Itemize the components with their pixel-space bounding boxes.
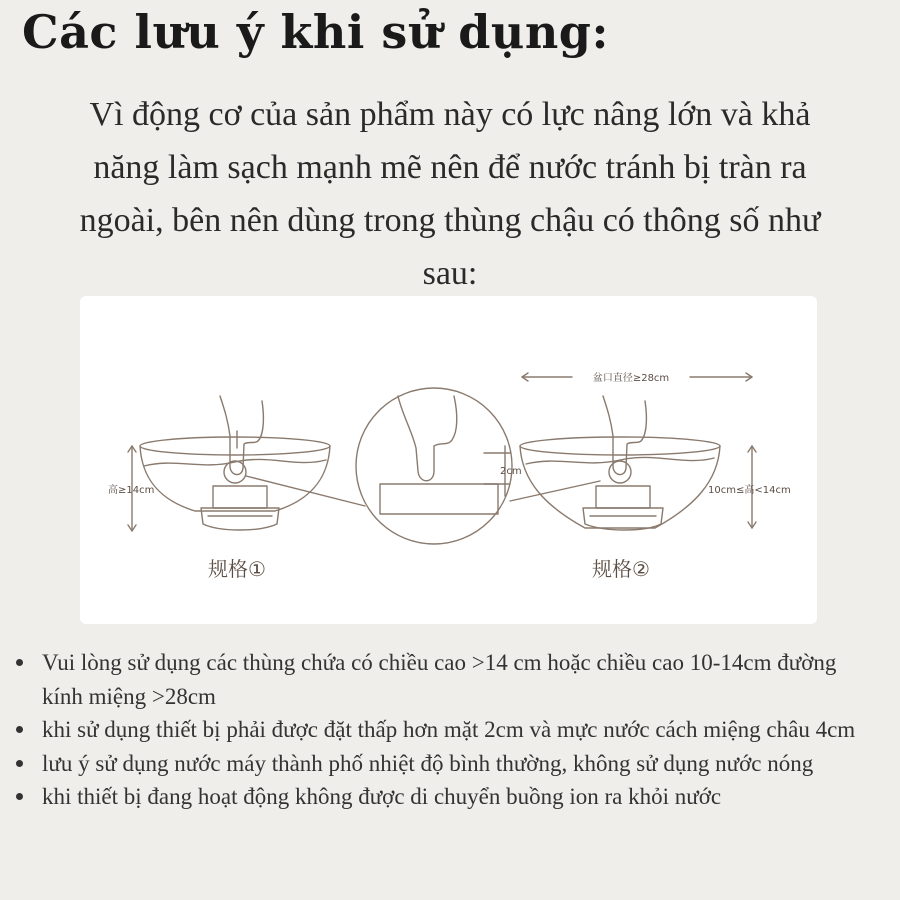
bullet-icon xyxy=(16,760,23,767)
device-left xyxy=(201,486,279,530)
intro-line: năng làm sạch mạnh mẽ nên để nước tránh bị tràn ra xyxy=(93,149,807,186)
intro-paragraph xyxy=(0,88,900,300)
intro-line: Vì động cơ của sản phẩm này có lực nâng lớn và khả xyxy=(89,96,811,133)
spec2-label: 规格② xyxy=(592,557,650,581)
magnify-marker-left xyxy=(224,461,246,483)
list-item xyxy=(0,646,900,713)
device-right xyxy=(583,486,663,530)
bullet-icon xyxy=(16,659,23,666)
intro-line: ngoài, bên nên dùng trong thùng chậu có thông số như xyxy=(79,202,821,239)
list-item xyxy=(0,713,900,747)
diameter-label: 盆口直径≥28cm xyxy=(592,373,670,384)
notes-list xyxy=(0,646,900,814)
right-height-label: 10cm≤高<14cm xyxy=(708,485,791,496)
note-text: Vui lòng sử dụng các thùng chứa có chiều cao >14 cm hoặc chiều cao 10-14cm đường kính miệng >28cm xyxy=(42,650,837,709)
connector-right xyxy=(510,481,600,501)
left-height-label: 高≥14cm xyxy=(108,485,155,496)
depth-label: 2cm xyxy=(500,466,522,477)
note-text: khi sử dụng thiết bị phải được đặt thấp hơn mặt 2cm và mực nước cách miệng châu 4cm xyxy=(42,717,856,742)
usage-diagram xyxy=(80,296,817,624)
magnified-view xyxy=(356,388,512,544)
intro-line: sau: xyxy=(422,255,478,292)
page-title: Các lưu ý khi sử dụng: xyxy=(22,5,609,59)
diagram-svg xyxy=(80,296,817,624)
list-item xyxy=(0,780,900,814)
bullet-icon xyxy=(16,793,23,800)
bullet-icon xyxy=(16,726,23,733)
note-text: lưu ý sử dụng nước máy thành phố nhiệt độ bình thường, không sử dụng nước nóng xyxy=(42,750,814,776)
spec1-label: 规格① xyxy=(208,557,266,581)
magnify-marker-right xyxy=(609,461,631,483)
connector-left xyxy=(246,476,365,506)
list-item xyxy=(0,747,900,781)
note-text: khi thiết bị đang hoạt động không được di chuyển buồng ion ra khỏi nước xyxy=(42,784,722,809)
